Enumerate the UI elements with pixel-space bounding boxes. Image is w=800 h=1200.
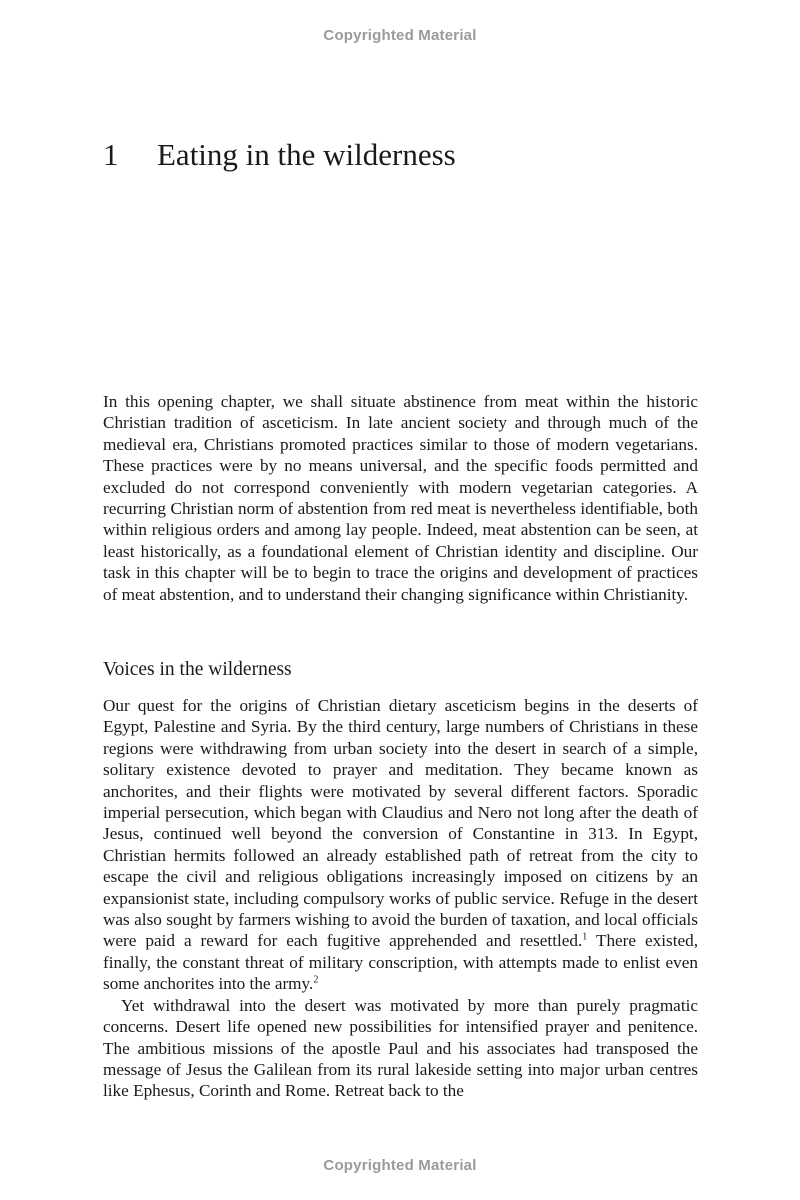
body-paragraph-1 [103, 695, 698, 995]
intro-paragraph: In this opening chapter, we shall situate abstinence from meat within the historic Christian tradition of asceticism. In late ancient society and through much of the medieval era, Christians promoted practices similar to those of modern vegetarians. These practices were by no means universal, and the specific foods permitted and excluded do not correspond conveniently with modern vegetarian categories. A recurring Christian norm of abstention from red meat is nevertheless identifiable, both within religious orders and among lay people. Indeed, meat abstention can be seen, at least historically, as a foundational element of Christian identity and discipline. Our task in this chapter will be to begin to trace the origins and development of practices of meat abstention, and to understand their changing significance within Christianity. [103, 392, 698, 604]
footnote-ref-2: 2 [313, 974, 319, 986]
body-paragraph-2: Yet withdrawal into the desert was motivated by more than purely pragmatic concerns. Desert life opened new possibilities for intensified prayer and penitence. The ambitious missions of the apostle Paul and his associates had transposed the message of Jesus the Galilean from its rural lakeside setting into major urban centres like Ephesus, Corinth and Rome. Retreat back to the [103, 995, 698, 1101]
chapter-title: Eating in the wilderness [157, 137, 456, 172]
footnote-ref-1: 1 [582, 931, 588, 943]
section-body [103, 695, 698, 1102]
paragraph-1-text-a: Our quest for the origins of Christian dietary asceticism begins in the deserts of Egypt, Palestine and Syria. By the third century, large numbers of Christians in these regions were withdrawing from urban society into the desert in search of a simple, solitary existence devoted to prayer and meditation. They became known as anchorites, and their flights were motivated by several different factors. Sporadic imperial persecution, which began with Claudius and Nero not long after the death of Jesus, continued well beyond the conversion of Constantine in 313. In Egypt, Christian hermits followed an already established path of retreat from the city to escape the civil and religious obligations increasingly imposed on citizens by an expansionist state, including compulsory works of public service. Refuge in the desert was also sought by farmers wishing to avoid the burden of taxation, and local officials were paid a reward for each fugitive apprehended and resettled. [103, 696, 698, 951]
intro-section [103, 391, 698, 605]
paragraph-1-text-b: There existed, finally, the constant threat of military conscription, with attempts made to enlist even some anchorites into the army. [103, 931, 698, 994]
copyright-watermark-bottom: Copyrighted Material [323, 1157, 477, 1174]
section-heading: Voices in the wilderness [103, 659, 292, 680]
chapter-number: 1 [103, 137, 119, 172]
chapter-heading [103, 137, 456, 173]
copyright-watermark-top: Copyrighted Material [323, 27, 477, 44]
